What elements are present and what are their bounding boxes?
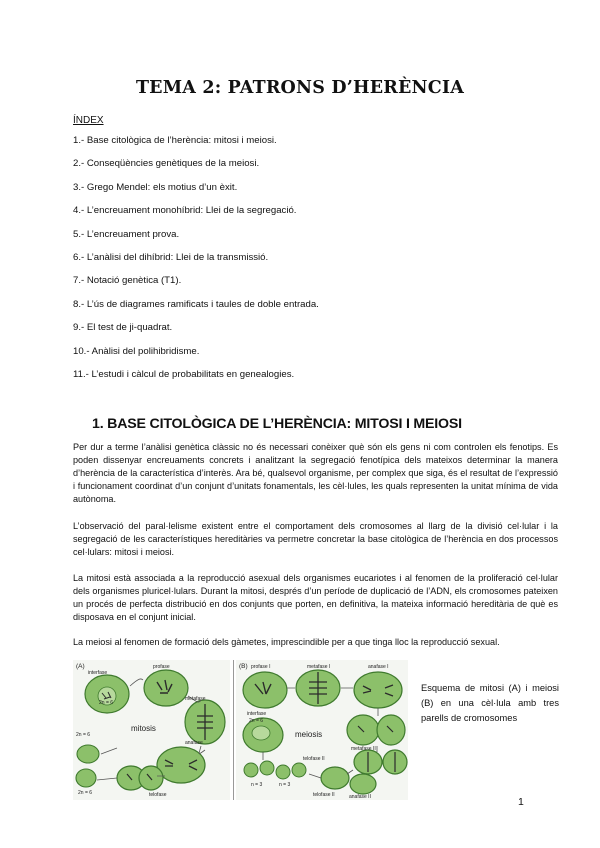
- mitosis-cell-metaphase: [185, 700, 225, 744]
- mitosis-cell-telophase: [117, 766, 163, 790]
- stage-label: metafase I: [307, 664, 331, 670]
- stage-label: metafase: [185, 696, 206, 702]
- index-item: 6.- L’anàlisi del dihíbrid: Llei de la transmissió.: [73, 251, 269, 263]
- index-item: 4.- L’encreuament monohíbrid: Llei de la segregació.: [73, 205, 297, 217]
- section-heading: 1. BASE CITOLÒGICA DE L’HERÈNCIA: MITOSI I MEIOSI: [92, 416, 462, 432]
- meiosis-label: meiosis: [295, 730, 323, 739]
- figure-caption: Esquema de mitosi (A) i meiosi (B) en una cèl·lula amb tres parells de cromosomes: [421, 683, 559, 724]
- stage-label: 2n = 6: [249, 718, 264, 724]
- stage-label: telofase II: [313, 792, 335, 798]
- page-title: TEMA 2: PATRONS D’HERÈNCIA: [135, 78, 465, 98]
- stage-label: interfase: [247, 711, 267, 717]
- stage-label: telofase II: [303, 756, 325, 762]
- stage-label: anafase II: [349, 794, 371, 800]
- mitosis-cell-anaphase: [157, 747, 205, 783]
- index-item: 7.- Notació genètica (T1).: [73, 275, 182, 287]
- stage-label: anafase I: [368, 664, 389, 670]
- index-item: 2.- Conseqüències genètiques de la meiosi.: [73, 158, 260, 170]
- index-item: 9.- El test de ji-quadrat.: [73, 322, 173, 334]
- mitosis-label: mitosis: [131, 724, 156, 733]
- meiosis-cell-anaphase-1: [354, 672, 402, 708]
- stage-label: n = 3: [279, 782, 291, 788]
- meiosis-cell-metaphase-1: [296, 670, 340, 706]
- paragraph: Per dur a terme l’anàlisi genètica clàssic no és necessari conèixer què són els gens ni com controlen els fenotips. Es poden dissenyar encreuaments concrets i analitzant la segregació fenotípica dels mateixos determinar la manera d’herència de la característica d’interès. Ara bé, qualsevol organisme, per complex que siga, és el resultat de l’expressió i funcionament coordinat d’un conjunt d’unitats fonamentals, les cèl·lules, les quals representen la unitat mínima de vida autònoma.: [73, 442, 558, 504]
- stage-label: metafase II: [351, 746, 376, 752]
- index-item: 1.- Base citològica de l’herència: mitosi i meiosi.: [73, 135, 277, 146]
- stage-label: profase: [153, 664, 170, 670]
- stage-label: anafase: [185, 740, 203, 746]
- index-heading: ÍNDEX: [73, 115, 104, 126]
- panel-a-label: (A): [76, 663, 85, 670]
- index-item: 8.- L’ús de diagrames ramificats i taules de doble entrada.: [73, 298, 319, 310]
- page-number: 1: [518, 796, 524, 808]
- paragraph: L’observació del paral·lelisme existent entre el comportament dels cromosomes al llarg de la divisió cel·lular i la segregació de les característiques hereditàries va permetre concretar la base citològica de l’herència en dos processos cel·lulars: mitosi i meiosi.: [73, 521, 558, 557]
- mitosis-cell-prophase: [144, 670, 188, 706]
- stage-label: 2n = 6: [78, 790, 93, 796]
- paragraph: La meiosi al fenomen de formació dels gàmetes, imprescindible per a que tinga lloc la reproducció sexual.: [73, 637, 500, 647]
- panel-divider: [233, 660, 234, 800]
- mitosis-meiosis-diagram: [73, 660, 408, 800]
- stage-label: 2n = 6: [99, 700, 114, 706]
- panel-b-label: (B): [239, 663, 248, 670]
- stage-label: n = 3: [251, 782, 263, 788]
- mitosis-cell-interphase: [85, 675, 129, 713]
- stage-label: 2n = 6: [76, 732, 91, 738]
- index-item: 5.- L’encreuament prova.: [73, 228, 180, 240]
- stage-label: telofase: [149, 792, 167, 798]
- index-item: 11.- L’estudi i càlcul de probabilitats en genealogies.: [73, 368, 295, 380]
- stage-label: interfase: [88, 670, 108, 676]
- index-list: [73, 134, 543, 391]
- paragraph: La mitosi està associada a la reproducció asexual dels organismes eucariotes i al fenomen de la proliferació cel·lular dels organismes pluricel·lulars. Durant la mitosi, després d’un període de duplicació de l’ADN, els cromosomes pateixen un procés de perfecta distribució en dos conjunts que porten, en definitiva, la mateixa informació hereditària de què es disposava en el conjunt inicial.: [73, 573, 558, 622]
- index-item: 3.- Grego Mendel: els motius d’un èxit.: [73, 181, 238, 193]
- index-item: 10.- Anàlisi del polihibridisme.: [73, 345, 200, 357]
- meiosis-cell-prophase-1: [243, 672, 287, 708]
- stage-label: profase I: [251, 664, 271, 670]
